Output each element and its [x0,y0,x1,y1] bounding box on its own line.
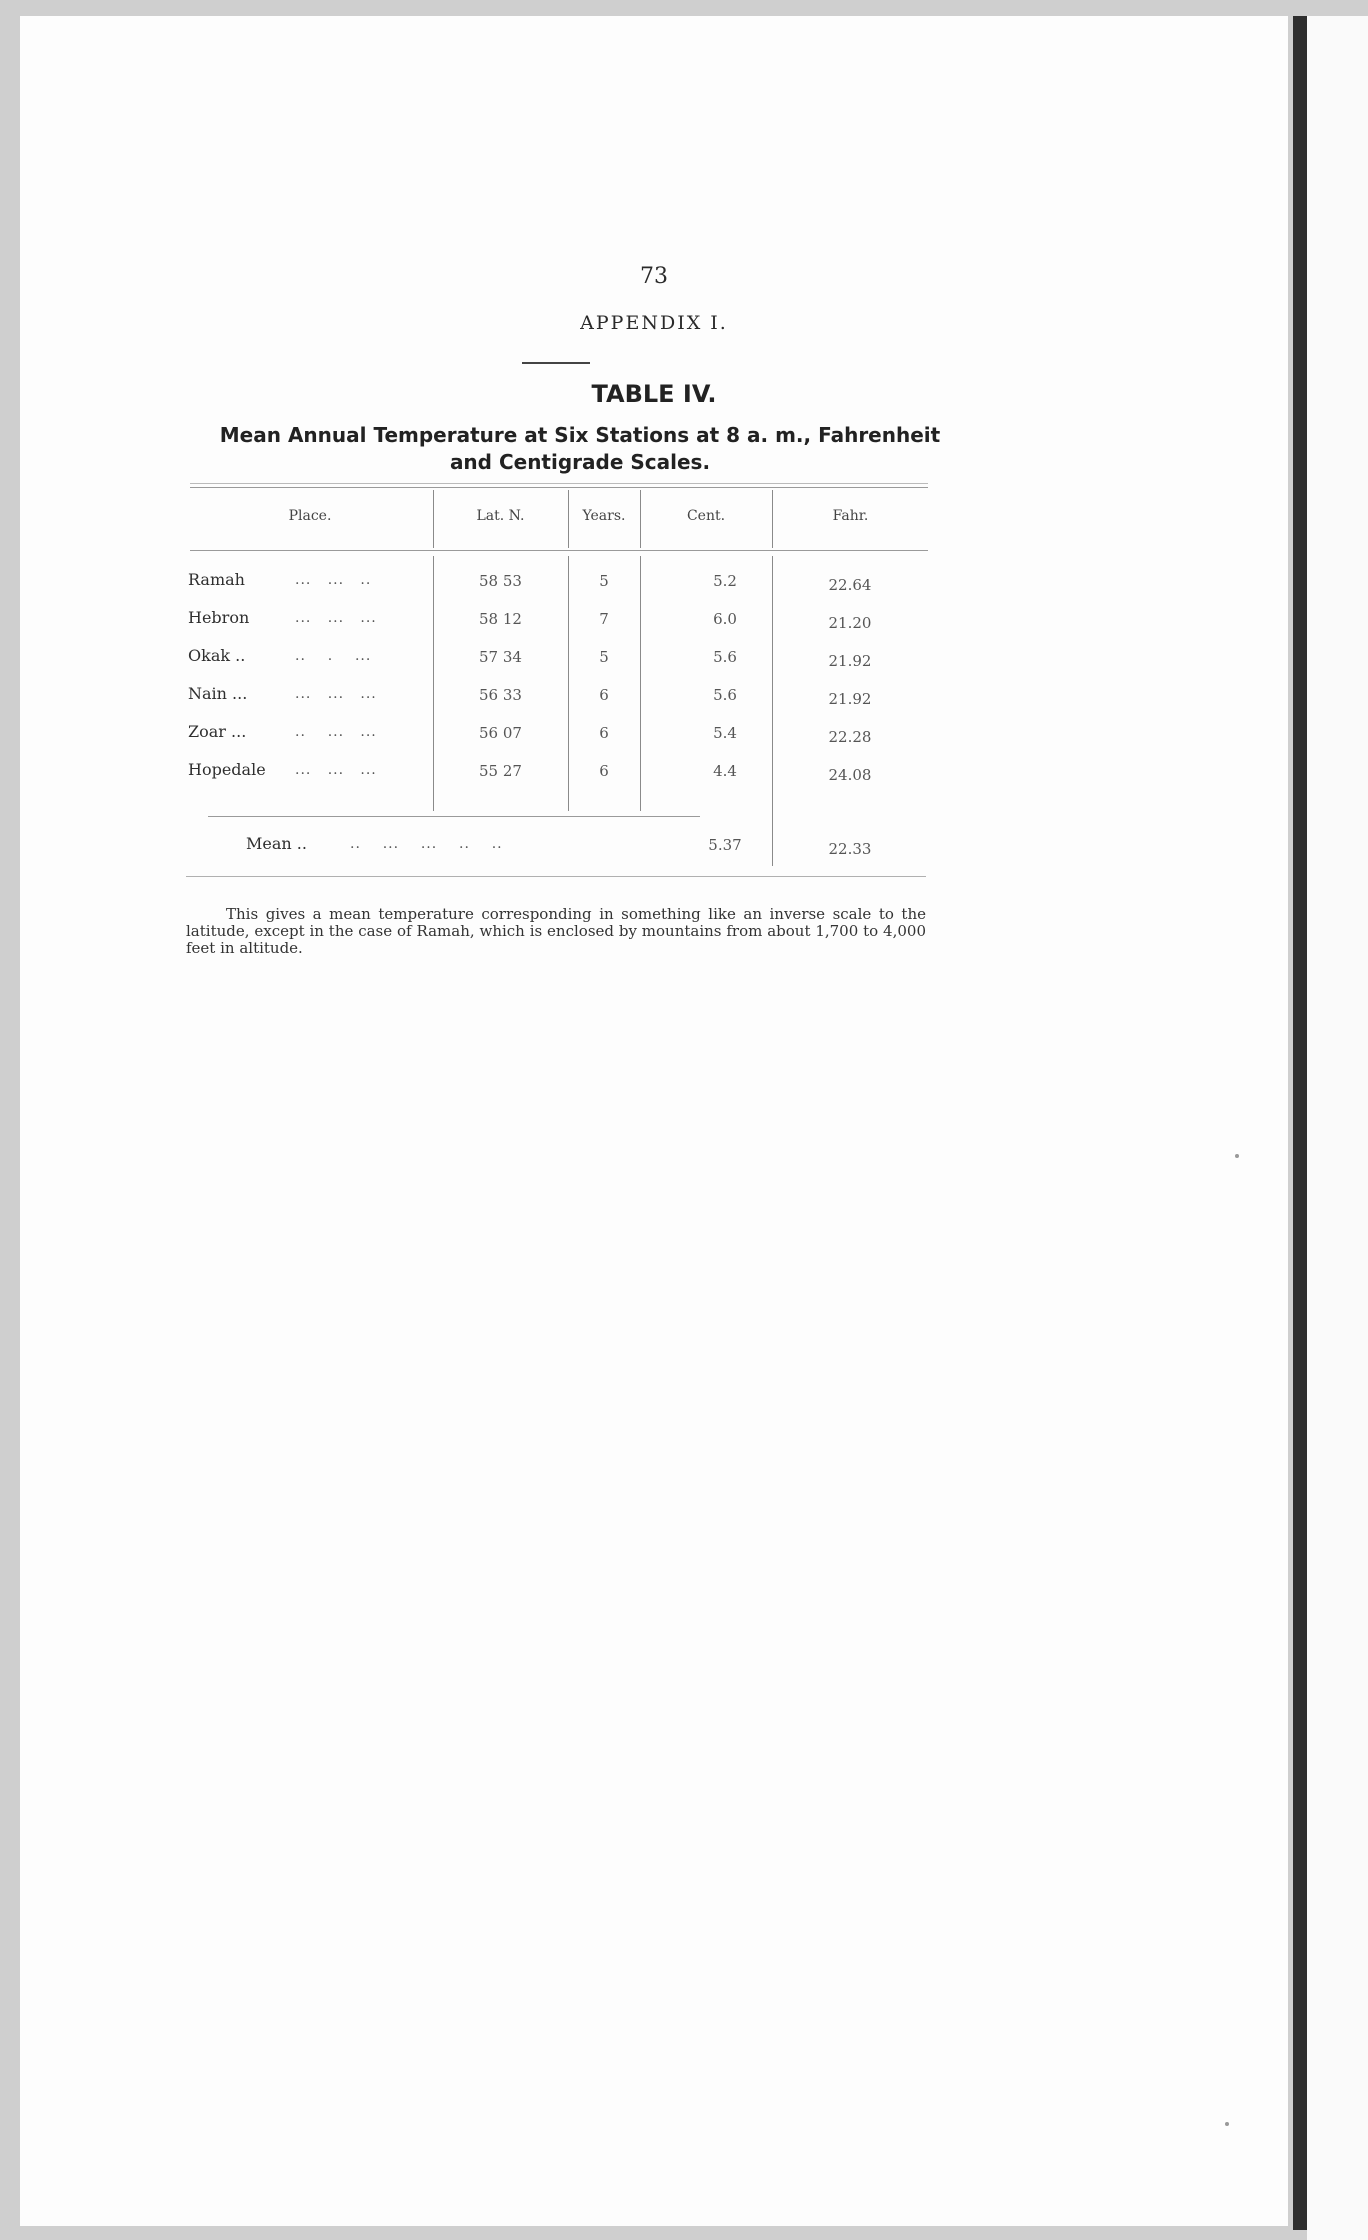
scan-speck [1225,2122,1229,2126]
dot-leader: ... ... ... [295,762,377,778]
fahr-value: 22.28 [828,728,872,746]
years: 5 [599,648,609,666]
mean-label: Mean .. [246,834,307,853]
cent-value: 5.2 [713,572,737,590]
fahr-value: 21.92 [828,690,872,708]
latitude: 56 33 [479,686,522,704]
column-header-lat: Lat. N. [476,508,525,524]
place-name: Hebron [188,608,250,627]
latitude: 58 53 [479,572,522,590]
cent-value: 5.6 [713,686,737,704]
dot-leader: .. . ... [295,648,372,664]
mean-rule [208,816,700,817]
fahr-value: 24.08 [828,766,872,784]
scan-speck [1235,1154,1239,1158]
latitude: 55 27 [479,762,522,780]
years: 5 [599,572,609,590]
document-page [20,16,1288,2226]
years: 6 [599,724,609,742]
page-number: 73 [640,264,668,289]
mean-cent: 5.37 [708,836,742,854]
column-header-place: Place. [288,508,332,524]
header-rule [190,550,928,551]
table-subtitle: Mean Annual Temperature at Six Stations at 8 a. m., Fahrenheit and Centigrade Scales. [219,423,941,474]
dot-leader: ... ... ... [295,610,377,626]
years: 6 [599,762,609,780]
latitude: 58 12 [479,610,522,628]
years: 6 [599,686,609,704]
mean-fahr: 22.33 [828,840,872,858]
table-note [186,906,926,957]
appendix-heading: APPENDIX I. [580,312,728,334]
dot-leader: ... ... .. [295,572,372,588]
column-header-fahr: Fahr. [832,508,869,524]
cent-value: 6.0 [713,610,737,628]
column-header-years: Years. [582,508,626,524]
place-name: Okak .. [188,646,246,665]
note-text: This gives a mean temperature corresponding in something like an inverse scale to the latitude, except in the case of Ramah, which is enclosed by mountains from about 1,700 to 4,000 feet in altitude. [186,905,926,957]
cent-value: 5.6 [713,648,737,666]
facing-page-edge [1307,16,1368,2240]
fahr-value: 22.64 [828,576,872,594]
table-top-rule [190,487,928,488]
place-name: Ramah [188,570,245,589]
years: 7 [599,610,609,628]
book-gutter [1293,16,1307,2230]
latitude: 56 07 [479,724,522,742]
column-header-cent: Cent. [686,508,726,524]
dot-leader: ... ... ... [295,686,377,702]
fahr-value: 21.92 [828,652,872,670]
table-bottom-rule [186,876,926,877]
cent-value: 4.4 [713,762,737,780]
dot-leader: .. ... ... .. .. [350,836,503,852]
dot-leader: .. ... ... [295,724,377,740]
table-top-rule [190,483,928,484]
column-divider [640,556,641,811]
place-name: Zoar ... [188,722,247,741]
cent-value: 5.4 [713,724,737,742]
column-divider [772,556,773,866]
table-title: TABLE IV. [591,380,717,408]
place-name: Nain ... [188,684,248,703]
heading-rule [522,362,590,364]
latitude: 57 34 [479,648,522,666]
fahr-value: 21.20 [828,614,872,632]
place-name: Hopedale [188,760,266,779]
